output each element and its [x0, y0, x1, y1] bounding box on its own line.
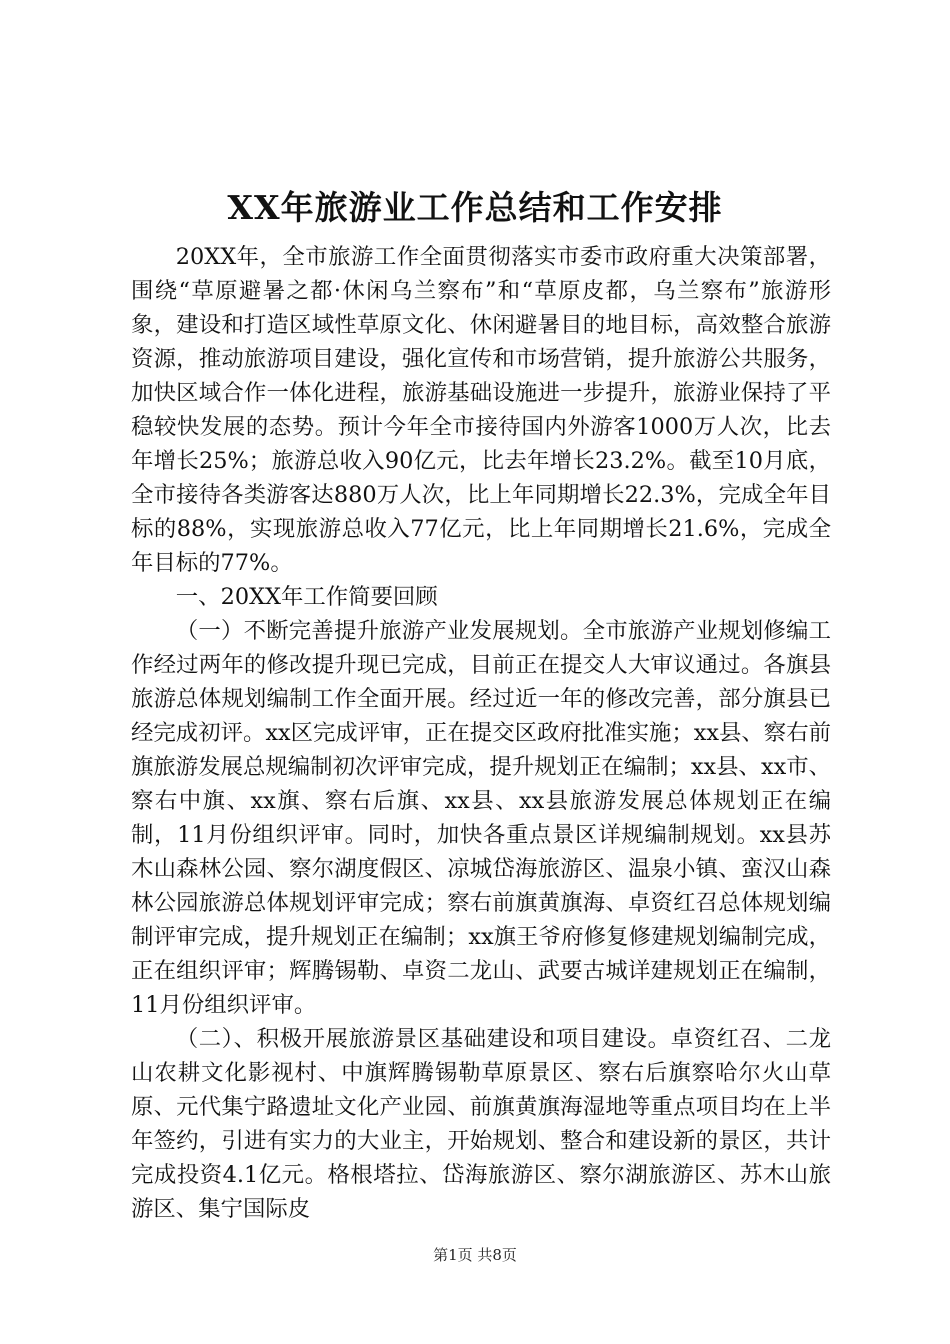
section-paragraph-2: （二）、积极开展旅游景区基础建设和项目建设。卓资红召、二龙山农耕文化影视村、中旗辉腾锡勒草原景区、察右后旗察哈尔火山草原、元代集宁路遗址文化产业园、前旗黄旗海湿地等重点项目均在上半年签约，引进有实力的大业主，开始规划、整合和建设新的景区，共计完成投资4.1亿元。格根塔拉、岱海旅游区、察尔湖旅游区、苏木山旅游区、集宁国际皮: [131, 1026, 831, 1222]
section-paragraph-1: （一）不断完善提升旅游产业发展规划。全市旅游产业规划修编工作经过两年的修改提升现已完成，目前正在提交人大审议通过。各旗县旅游总体规划编制工作全面开展。经过近一年的修改完善，部分旗县已经完成初评。xx区完成评审，正在提交区政府批准实施；xx县、察右前旗旅游发展总规编制初次评审完成，提升规划正在编制；xx县、xx市、察右中旗、xx旗、察右后旗、xx县、xx县旅游发展总体规划正在编制，11月份组织评审。同时，加快各重点景区详规编制规划。xx县苏木山森林公园、察尔湖度假区、凉城岱海旅游区、温泉小镇、蛮汉山森林公园旅游总体规划评审完成；察右前旗黄旗海、卓资红召总体规划编制评审完成，提升规划正在编制；xx旗王爷府修复修建规划编制完成，正在组织评审；辉腾锡勒、卓资二龙山、武要古城详建规划正在编制，11月份组织评审。: [131, 618, 831, 1018]
document-title: XX年旅游业工作总结和工作安排: [227, 188, 723, 227]
page-footer: 第1页 共8页: [433, 1246, 517, 1264]
intro-paragraph: 20XX年，全市旅游工作全面贯彻落实市委市政府重大决策部署，围绕“草原避暑之都·休闲乌兰察布”和“草原皮都，乌兰察布”旅游形象，建设和打造区域性草原文化、休闲避暑目的地目标，高效整合旅游资源，推动旅游项目建设，强化宣传和市场营销，提升旅游公共服务，加快区域合作一体化进程，旅游基础设施进一步提升，旅游业保持了平稳较快发展的态势。预计今年全市接待国内外游客1000万人次，比去年增长25%；旅游总收入90亿元，比去年增长23.2%。截至10月底，全市接待各类游客达880万人次，比上年同期增长22.3%，完成全年目标的88%，实现旅游总收入77亿元，比上年同期增长21.6%，完成全年目标的77%。: [131, 244, 831, 576]
section-heading: 一、20XX年工作简要回顾: [175, 584, 438, 610]
document-body: [131, 240, 831, 1226]
